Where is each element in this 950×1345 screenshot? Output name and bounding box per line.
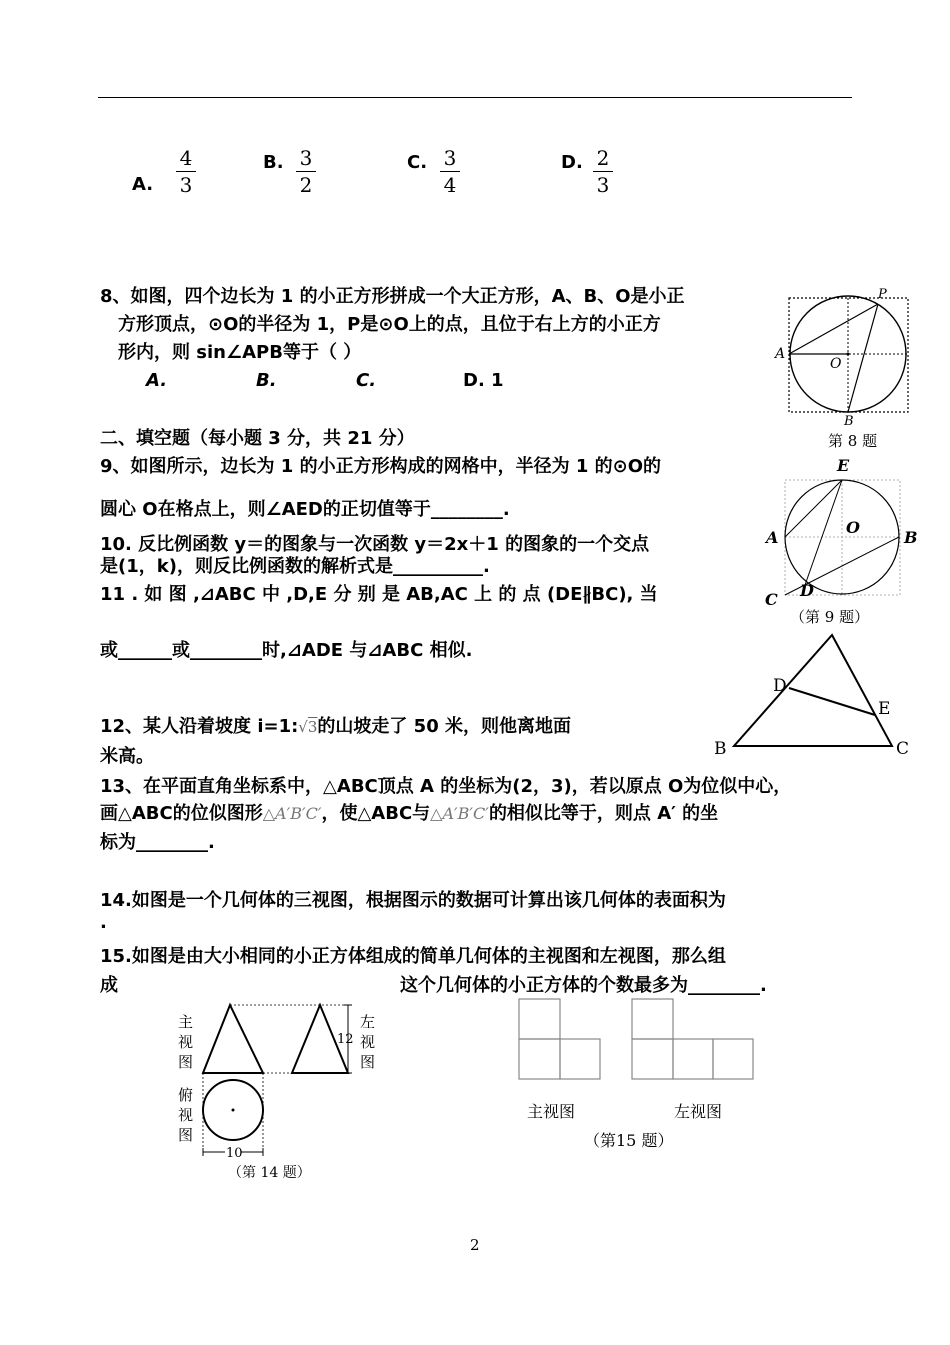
numerator: 2 <box>596 146 610 170</box>
q13-triangle-2: △A′B′C′ <box>430 804 489 823</box>
label-b: B <box>844 414 854 427</box>
numerator: 4 <box>179 146 193 170</box>
label-p: P <box>878 287 887 302</box>
q11-figure <box>710 630 910 760</box>
q13-line1: 13、在平面直角坐标系中，△ABC顶点 A 的坐标为(2，3)，若以原点 O为位似中心， <box>100 776 792 797</box>
q8-option-c: C. <box>356 370 377 391</box>
label-a: A <box>766 528 779 547</box>
q15-line2a: 成 <box>100 975 118 996</box>
q12-line2: 米高。 <box>100 746 154 767</box>
q13-line3: 标为________. <box>100 832 215 853</box>
label-o: O <box>846 518 860 537</box>
q8-caption: 第 8 题 <box>828 432 878 450</box>
q11-line2: 或______或________时,⊿ADE 与⊿ABC 相似. <box>100 640 473 661</box>
option-a-fraction <box>176 147 196 196</box>
q11-line1: 11 . 如 图 ,⊿ABC 中 ,D,E 分 别 是 AB,AC 上 的 点 (DE∦BC), 当 <box>100 584 658 605</box>
label-c: C <box>896 739 910 759</box>
label-d: D <box>800 581 814 600</box>
option-b-fraction <box>296 147 316 196</box>
label-c: C <box>765 590 778 609</box>
width-label: 10 <box>226 1146 243 1161</box>
q15-caption: （第15 题） <box>584 1131 674 1150</box>
numerator: 3 <box>299 146 313 170</box>
section-2-heading: 二、填空题（每小题 3 分，共 21 分） <box>100 428 415 449</box>
option-c-letter: C. <box>407 152 428 173</box>
q13-triangle-1: △A′B′C′ <box>262 804 322 823</box>
q12-line1: 12、某人沿着坡度 i=1:√3的山坡走了 50 米，则他离地面 <box>100 716 571 737</box>
page-number: 2 <box>470 1236 480 1254</box>
q9-line1: 9、如图所示，边长为 1 的小正方形构成的网格中，半径为 1 的⊙O的 <box>100 456 662 477</box>
q14-caption: （第 14 题） <box>228 1165 311 1181</box>
q13-text-c: 的相似比等于，则点 A′ 的坐 <box>488 803 719 824</box>
header-rule <box>98 97 852 98</box>
denominator: 2 <box>299 173 313 197</box>
denominator: 4 <box>443 173 457 197</box>
q10-line2: 是(1，k)，则反比例函数的解析式是__________. <box>100 556 490 577</box>
q13-text-a: 画△ABC的位似图形 <box>100 803 263 824</box>
height-label: 12 <box>337 1032 354 1047</box>
q8-line3: 形内，则 sin∠APB等于（ ） <box>118 342 362 363</box>
option-b-letter: B. <box>263 152 284 173</box>
option-d-fraction <box>593 147 613 196</box>
label-a: A <box>775 346 786 362</box>
q9-line2: 圆心 O在格点上，则∠AED的正切值等于________. <box>100 499 510 520</box>
denominator: 3 <box>179 173 193 197</box>
q8-option-d: D. 1 <box>463 370 504 391</box>
q8-option-b: B. <box>256 370 277 391</box>
q8-figure <box>770 282 920 427</box>
option-d-letter: D. <box>561 152 583 173</box>
q8-line2: 方形顶点，⊙O的半径为 1，P是⊙O上的点，且位于右上方的小正方 <box>118 314 661 335</box>
label-e: E <box>878 699 891 719</box>
q14-line1: 14.如图是一个几何体的三视图，根据图示的数据可计算出该几何体的表面积为 <box>100 890 726 911</box>
denominator: 3 <box>596 173 610 197</box>
q9-figure <box>760 455 930 610</box>
q15-front-view <box>515 995 605 1085</box>
numerator: 3 <box>443 146 457 170</box>
q9-caption: （第 9 题） <box>790 608 870 626</box>
q15-left-label: 左视图 <box>674 1102 723 1121</box>
q14-front-label: 主 视 图 <box>178 1013 194 1071</box>
q8-option-a: A. <box>146 370 168 391</box>
label-o: O <box>830 356 842 372</box>
q12-sqrt: 3 <box>307 718 318 736</box>
q15-line2b: 这个几何体的小正方体的个数最多为________. <box>400 975 767 996</box>
label-b: B <box>904 528 918 547</box>
q14-left-label: 左 视 图 <box>360 1013 376 1071</box>
label-b: B <box>714 739 727 759</box>
q15-line1: 15.如图是由大小相同的小正方体组成的简单几何体的主视图和左视图，那么组 <box>100 946 726 967</box>
q14-top-label: 俯 视 图 <box>178 1086 194 1144</box>
q13-text-b: ，使△ABC与 <box>321 803 431 824</box>
q15-front-label: 主视图 <box>527 1102 576 1121</box>
q8-line1: 8、如图，四个边长为 1 的小正方形拼成一个大正方形，A、B、O是小正 <box>100 286 685 307</box>
option-c-fraction <box>440 147 460 196</box>
q13-line2 <box>100 803 718 825</box>
q14-line2: . <box>100 912 107 933</box>
label-e: E <box>837 456 850 475</box>
q15-left-view <box>628 995 758 1085</box>
label-d: D <box>773 676 787 696</box>
q12-text-b: 的山坡走了 50 米，则他离地面 <box>317 716 571 737</box>
q12-text-a: 12、某人沿着坡度 i=1: <box>100 716 299 737</box>
option-a-letter: A. <box>132 174 154 195</box>
q10-line1: 10. 反比例函数 y＝的图象与一次函数 y＝2x＋1 的图象的一个交点 <box>100 534 650 555</box>
